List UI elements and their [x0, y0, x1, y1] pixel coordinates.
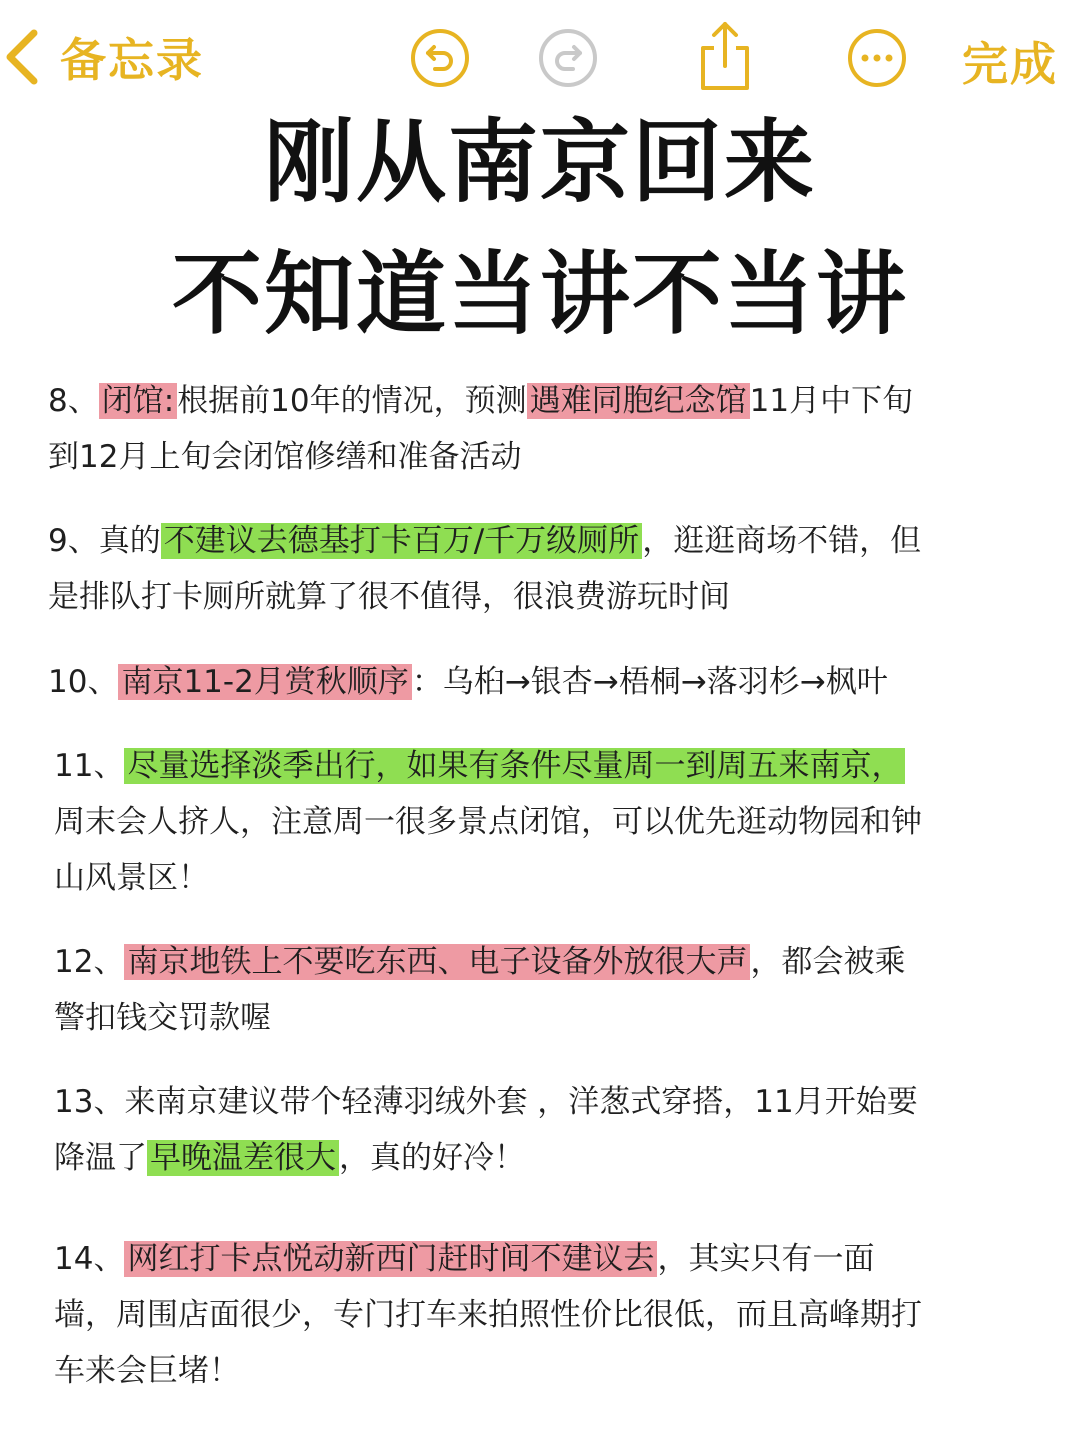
- item-text: ，真的好冷！: [339, 1140, 525, 1176]
- item-line: 到12月上旬会闭馆修缮和准备活动: [48, 439, 522, 475]
- item-number: 14、: [54, 1241, 125, 1277]
- list-item-13: [54, 1074, 918, 1186]
- list-item-9: [48, 513, 921, 625]
- highlight-pink: 南京地铁上不要吃东西、电子设备外放很大声: [124, 944, 750, 980]
- list-item-14: [54, 1231, 922, 1399]
- item-line: [54, 934, 905, 990]
- item-line: [48, 513, 921, 569]
- item-line: [48, 654, 888, 710]
- share-button[interactable]: [695, 20, 755, 92]
- back-label: 备忘录: [60, 33, 204, 87]
- back-button[interactable]: [2, 22, 204, 92]
- toolbar: [0, 0, 1080, 115]
- item-number: 9、真的: [48, 523, 161, 559]
- share-icon: [695, 20, 755, 92]
- item-line: [54, 1130, 918, 1186]
- item-text: ，逛逛商场不错，但: [642, 523, 922, 559]
- item-text: 根据前10年的情况，预测: [177, 383, 527, 419]
- item-text: ，都会被乘: [750, 944, 906, 980]
- item-text: ，其实只有一面: [657, 1241, 875, 1277]
- item-line: 墙，周围店面很少，专门打车来拍照性价比很低，而且高峰期打: [54, 1297, 922, 1333]
- redo-icon: [537, 27, 599, 89]
- item-line: 车来会巨堵！: [54, 1353, 240, 1389]
- item-line: [54, 1231, 922, 1287]
- redo-button[interactable]: [537, 27, 599, 89]
- item-line: 是排队打卡厕所就算了很不值得，很浪费游玩时间: [48, 579, 730, 615]
- note-title-line-1: 刚从南京回来: [264, 110, 816, 215]
- note-title-line-2: 不知道当讲不当讲: [172, 242, 908, 347]
- item-number: 11、: [54, 748, 125, 784]
- done-button[interactable]: 完成: [962, 37, 1058, 91]
- highlight-pink: 遇难同胞纪念馆: [527, 383, 750, 419]
- highlight-green: 早晚温差很大: [147, 1140, 339, 1176]
- chevron-left-icon: [2, 27, 42, 87]
- item-number: 12、: [54, 944, 125, 980]
- item-line: 山风景区！: [54, 860, 209, 896]
- highlight-pink: 南京11-2月赏秋顺序: [118, 664, 411, 700]
- item-line: 13、来南京建议带个轻薄羽绒外套 ，洋葱式穿搭，11月开始要: [54, 1084, 918, 1120]
- undo-icon: [409, 27, 471, 89]
- item-line: [54, 738, 922, 794]
- item-line: 周末会人挤人，注意周一很多景点闭馆，可以优先逛动物园和钟: [54, 804, 922, 840]
- item-number: 8、: [48, 383, 99, 419]
- item-text: ：乌桕→银杏→梧桐→落羽杉→枫叶: [411, 664, 888, 700]
- more-button[interactable]: [846, 27, 908, 89]
- item-line: 警扣钱交罚款喔: [54, 1000, 271, 1036]
- highlight-green: 尽量选择淡季出行，如果有条件尽量周一到周五来南京，: [124, 748, 905, 784]
- undo-button[interactable]: [409, 27, 471, 89]
- highlight-pink: 闭馆:: [99, 383, 177, 419]
- item-line: [48, 373, 913, 429]
- item-number: 10、: [48, 664, 119, 700]
- highlight-green: 不建议去德基打卡百万/千万级厕所: [161, 523, 642, 559]
- list-item-12: [54, 934, 905, 1046]
- item-text: 11月中下旬: [749, 383, 914, 419]
- list-item-8: [48, 373, 913, 485]
- item-text: 降温了: [54, 1140, 147, 1176]
- list-item-10: [48, 654, 888, 710]
- list-item-11: [54, 738, 922, 906]
- more-icon: [846, 27, 908, 89]
- highlight-pink: 网红打卡点悦动新西门赶时间不建议去: [124, 1241, 657, 1277]
